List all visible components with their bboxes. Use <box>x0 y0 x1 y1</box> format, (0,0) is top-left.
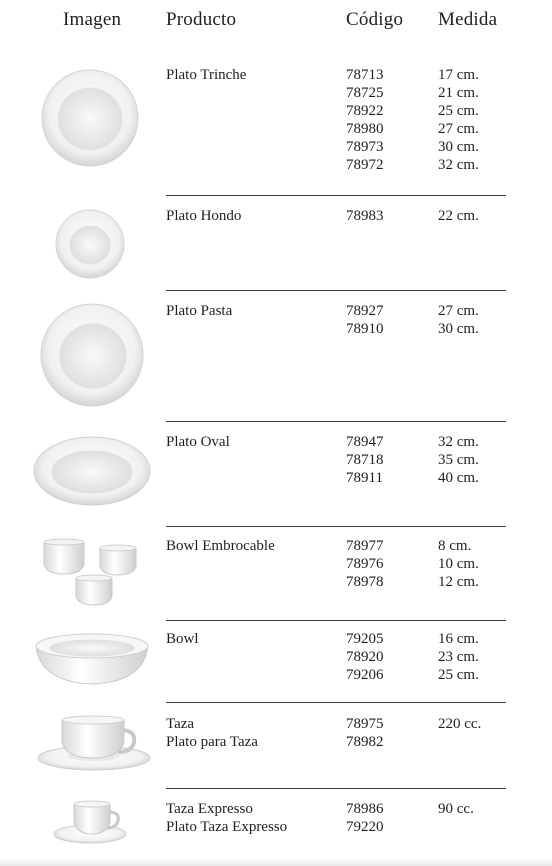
size-cell <box>438 66 479 174</box>
product-name: Plato Pasta <box>166 303 233 319</box>
header-product: Producto <box>166 9 237 30</box>
code: 79205 <box>346 631 384 647</box>
row-divider <box>166 788 506 789</box>
size: 23 cm. <box>438 649 479 665</box>
row-divider <box>166 620 506 621</box>
product-name: Bowl Embrocable <box>166 538 275 554</box>
product-cell <box>166 537 275 555</box>
code-cell <box>346 800 384 836</box>
product-cell <box>166 715 258 751</box>
size-cell <box>438 302 479 338</box>
code: 78911 <box>346 470 383 486</box>
size-cell <box>438 630 479 684</box>
code: 78922 <box>346 103 384 119</box>
size: 25 cm. <box>438 103 479 119</box>
bowl-icon <box>28 628 153 692</box>
row-divider <box>166 702 506 703</box>
size: 40 cm. <box>438 470 479 486</box>
code: 78972 <box>346 157 384 173</box>
code: 78980 <box>346 121 384 137</box>
product-cell <box>166 66 246 84</box>
espresso-cup-icon <box>28 798 153 850</box>
code-cell <box>346 715 384 751</box>
product-name: Plato Trinche <box>166 67 247 83</box>
product-name: Bowl <box>166 631 199 647</box>
code: 78725 <box>346 85 384 101</box>
size-cell <box>438 207 479 225</box>
plate-oval-icon <box>28 432 153 512</box>
size-cell <box>438 537 479 591</box>
size: 90 cc. <box>438 801 474 817</box>
header-size: Medida <box>438 9 498 30</box>
size: 32 cm. <box>438 157 479 173</box>
size: 16 cm. <box>438 631 479 647</box>
code-cell <box>346 630 384 684</box>
row-divider <box>166 421 506 422</box>
code-cell <box>346 66 384 174</box>
code: 78982 <box>346 734 384 750</box>
code: 78920 <box>346 649 384 665</box>
code: 78713 <box>346 67 384 83</box>
size: 27 cm. <box>438 303 479 319</box>
product-cell <box>166 302 232 320</box>
size: 35 cm. <box>438 452 479 468</box>
product-cell <box>166 630 199 648</box>
code-cell <box>346 537 384 591</box>
code: 78947 <box>346 434 384 450</box>
size: 21 cm. <box>438 85 479 101</box>
size: 22 cm. <box>438 208 479 224</box>
product-cell <box>166 800 287 836</box>
size-cell <box>438 433 479 487</box>
size: 32 cm. <box>438 434 479 450</box>
code: 78976 <box>346 556 384 572</box>
size: 30 cm. <box>438 321 479 337</box>
code: 78973 <box>346 139 384 155</box>
product-name: Plato Oval <box>166 434 230 450</box>
size: 27 cm. <box>438 121 479 137</box>
product-name: Taza <box>166 716 195 732</box>
product-name: Plato Taza Expresso <box>166 819 288 835</box>
code-cell <box>346 207 384 225</box>
row-divider <box>166 195 506 196</box>
page-bottom-shadow <box>0 858 552 866</box>
size-cell <box>438 715 481 733</box>
product-name: Plato para Taza <box>166 734 258 750</box>
row-divider <box>166 526 506 527</box>
size: 8 cm. <box>438 538 472 554</box>
code-cell <box>346 433 384 487</box>
cup-and-saucer-icon <box>28 714 153 776</box>
plate-deep-icon <box>28 206 153 284</box>
code: 78975 <box>346 716 384 732</box>
code: 79220 <box>346 819 384 835</box>
code: 78718 <box>346 452 384 468</box>
product-cell <box>166 207 241 225</box>
code-cell <box>346 302 384 338</box>
size-cell <box>438 800 474 818</box>
code: 79206 <box>346 667 384 683</box>
code: 78910 <box>346 321 384 337</box>
size: 220 cc. <box>438 716 482 732</box>
code: 78983 <box>346 208 384 224</box>
size: 17 cm. <box>438 67 479 83</box>
product-name: Taza Expresso <box>166 801 253 817</box>
product-name: Plato Hondo <box>166 208 242 224</box>
code: 78978 <box>346 574 384 590</box>
size: 30 cm. <box>438 139 479 155</box>
plate-pasta-icon <box>28 300 153 412</box>
size: 10 cm. <box>438 556 479 572</box>
code: 78986 <box>346 801 384 817</box>
stackable-bowls-icon <box>28 536 153 612</box>
product-cell <box>166 433 230 451</box>
code: 78977 <box>346 538 384 554</box>
plate-flat-icon <box>28 66 153 171</box>
header-image: Imagen <box>63 9 122 30</box>
header-code: Código <box>346 9 404 30</box>
code: 78927 <box>346 303 384 319</box>
row-divider <box>166 290 506 291</box>
size: 12 cm. <box>438 574 479 590</box>
size: 25 cm. <box>438 667 479 683</box>
